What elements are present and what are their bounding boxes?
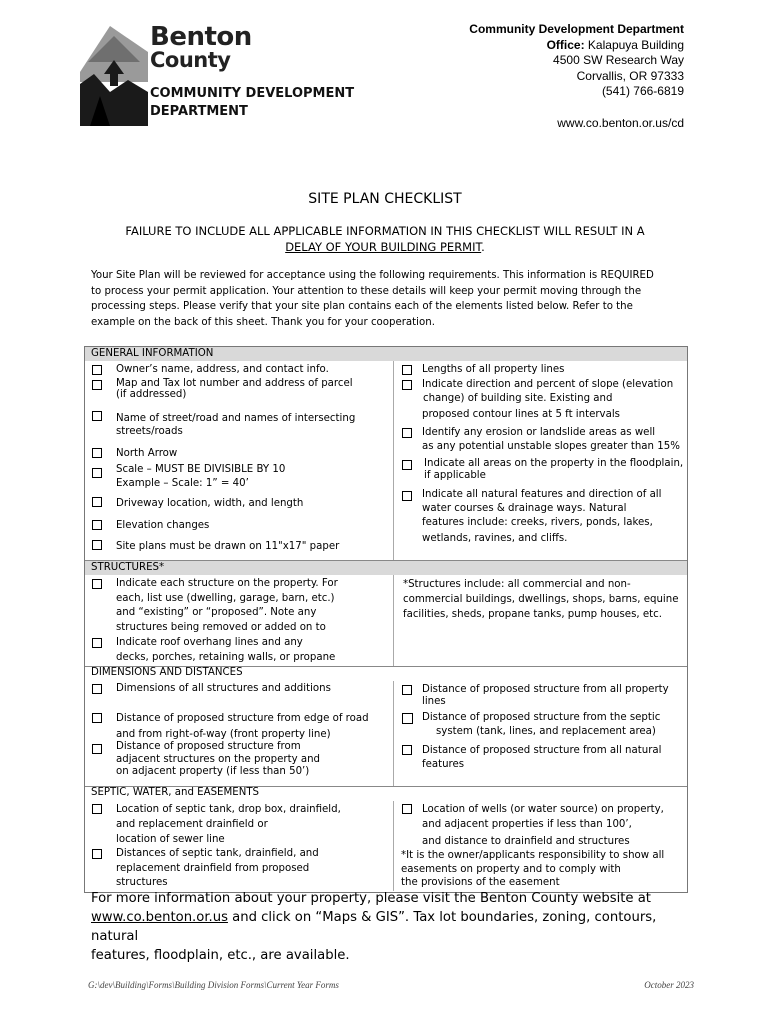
item-text: Distance of proposed structure from all natural (422, 745, 662, 756)
checkbox[interactable] (92, 365, 102, 375)
item-text: Distances of septic tank, drainfield, and (116, 848, 319, 859)
checklist-item (116, 363, 329, 377)
intro-line: processing steps. Please verify that your site plan contains each of the elements listed below. Refer to the (91, 301, 633, 312)
office-name: Kalapuya Building (587, 37, 684, 52)
checkbox[interactable] (402, 365, 412, 375)
item-text: adjacent structures on the property and (116, 753, 321, 765)
intro-line: example on the back of this sheet. Thank you for your cooperation. (91, 316, 435, 328)
more-info-paragraph (91, 889, 691, 965)
item-text: Site plans must be drawn on 11"x17" paper (116, 541, 340, 552)
item-text: Location of wells (or water source) on property, (422, 804, 664, 815)
item-text: change) of building site. Existing and (423, 393, 613, 404)
checklist-item (116, 463, 285, 491)
item-text: water courses & drainage ways. Natural (422, 503, 627, 514)
checklist-item (422, 744, 661, 771)
checkbox[interactable] (92, 411, 102, 421)
mountain-tree-icon (80, 22, 148, 126)
item-text: features (422, 758, 465, 770)
more-info-line3: features, floodplain, etc., are available. (91, 948, 350, 963)
column-divider (393, 575, 394, 666)
checklist-item (116, 682, 331, 696)
checkbox[interactable] (92, 380, 102, 390)
checklist-item (422, 684, 669, 708)
checklist-item (116, 497, 303, 511)
checkbox[interactable] (402, 713, 413, 724)
street-address: 4500 SW Research Way (553, 53, 684, 67)
checkbox[interactable] (92, 468, 102, 478)
intro-line: to process your permit application. Your attention to these details will keep your permit moving through the (91, 285, 642, 297)
item-text: and “existing” or “proposed”. Note any (116, 607, 317, 618)
checkbox[interactable] (402, 745, 412, 755)
footer-date: October 2023 (644, 980, 694, 990)
item-text: Indicate all natural features and direction of all (422, 489, 662, 500)
item-text: Identify any erosion or landslide areas as well (422, 427, 656, 438)
item-text: on adjacent property (if less than 50’) (116, 766, 310, 777)
item-text: Elevation changes (116, 520, 210, 531)
checklist-item (422, 488, 661, 546)
item-text: Indicate all areas on the property in the floodplain, (424, 458, 684, 469)
county-website-link[interactable]: www.co.benton.or.us (91, 910, 228, 925)
checkbox[interactable] (92, 638, 102, 648)
item-text: wetlands, ravines, and cliffs. (422, 533, 568, 544)
intro-line: Your Site Plan will be reviewed for acceptance using the following requirements. This information is REQUIRED (91, 270, 654, 281)
checkbox[interactable] (402, 380, 412, 390)
item-text: lines (422, 696, 446, 707)
checklist-item (422, 802, 664, 849)
website-link[interactable]: www.co.benton.or.us/cd (557, 115, 684, 130)
item-text: North Arrow (116, 448, 178, 459)
item-text: features include: creeks, rivers, ponds, lakes, (422, 517, 653, 528)
county-name-line2: County (150, 48, 231, 72)
item-text: Location of septic tank, drop box, drainfield, (116, 804, 341, 815)
checklist-item (422, 378, 673, 422)
checklist-item (424, 458, 683, 482)
checkbox[interactable] (92, 448, 102, 458)
contact-block (469, 22, 684, 131)
checkbox[interactable] (92, 579, 102, 589)
item-text: and replacement drainfield or (116, 819, 268, 830)
section-header-septic: SEPTIC, WATER, and EASEMENTS (91, 787, 260, 798)
note-text: *Structures include: all commercial and non- (403, 579, 631, 590)
column-divider (393, 361, 394, 560)
checklist-item (116, 519, 209, 533)
checkbox[interactable] (402, 428, 412, 438)
item-text: and adjacent properties if less than 100’, (422, 819, 632, 830)
item-text: Scale – MUST BE DIVISIBLE BY 10 (116, 464, 286, 475)
item-text: decks, porches, retaining walls, or propane (116, 652, 336, 663)
city-state-zip: Corvallis, OR 97333 (576, 68, 684, 83)
footer-file-path: G:\dev\Building\Forms\Building Division Forms\Current Year Forms (88, 980, 339, 990)
item-text: replacement drainfield from proposed (116, 862, 310, 874)
checklist-item (422, 711, 660, 739)
checkbox[interactable] (402, 491, 412, 501)
county-logo (80, 22, 370, 126)
item-text: Indicate roof overhang lines and any (116, 637, 303, 648)
county-name-line1: Benton (150, 22, 252, 52)
intro-paragraph (91, 268, 691, 330)
checkbox[interactable] (92, 804, 102, 814)
checklist-item (116, 802, 341, 847)
warning-text (0, 223, 770, 255)
item-text: and from right-of-way (front property line) (116, 729, 331, 740)
item-text: Name of street/road and names of intersecting (116, 413, 356, 424)
dept-name-line2: DEPARTMENT (150, 104, 248, 119)
item-text: structures (116, 877, 168, 888)
column-divider (393, 681, 394, 786)
office-label: Office: (546, 37, 585, 52)
checkbox[interactable] (92, 520, 102, 530)
item-text: as any potential unstable slopes greater than 15% (422, 441, 680, 452)
checkbox[interactable] (402, 460, 412, 470)
note-text: commercial buildings, dwellings, shops, barns, equine (403, 594, 679, 605)
item-text: Lengths of all property lines (422, 364, 565, 375)
phone-number: (541) 766-6819 (601, 84, 684, 98)
item-text: (if addressed) (116, 389, 187, 400)
checklist-item (116, 540, 339, 554)
contact-title: Community Development Department (469, 22, 684, 36)
office-line (469, 38, 684, 54)
item-text: Indicate each structure on the property. For (116, 578, 338, 589)
column-divider (393, 801, 394, 891)
more-info-line2 (91, 908, 691, 946)
checklist-item (116, 847, 319, 891)
section-bar-structures (85, 561, 687, 575)
item-text: if applicable (424, 470, 486, 481)
item-text: Distance of proposed structure from edge of road (116, 713, 369, 724)
item-text: structures being removed or added on to (116, 621, 326, 633)
checklist-item (116, 447, 177, 461)
item-text: proposed contour lines at 5 ft intervals (422, 409, 620, 420)
checklist-item (116, 711, 369, 743)
item-text: each, list use (dwelling, garage, barn, etc.) (116, 592, 335, 604)
checkbox[interactable] (402, 685, 412, 695)
note-text: easements on property and to comply with (401, 863, 621, 875)
checkbox[interactable] (92, 744, 102, 754)
checkbox[interactable] (402, 804, 412, 814)
item-text: Distance of proposed structure from (116, 741, 301, 752)
checkbox[interactable] (92, 540, 102, 550)
checklist-item (116, 577, 338, 635)
page-title: SITE PLAN CHECKLIST (308, 191, 462, 207)
checklist-item (116, 378, 353, 400)
warning-line2: DELAY OF YOUR BUILDING PERMIT (285, 240, 482, 254)
septic-note (401, 849, 664, 890)
checkbox[interactable] (92, 497, 102, 507)
section-header-structures: STRUCTURES* (91, 562, 165, 573)
item-text: Indicate direction and percent of slope (elevation (422, 379, 674, 390)
item-text: Distance of proposed structure from the septic (422, 712, 661, 723)
section-header-dimensions: DIMENSIONS AND DISTANCES (91, 667, 243, 678)
item-text: and distance to drainfield and structures (422, 836, 630, 847)
checkbox[interactable] (92, 684, 102, 694)
section-header-general: GENERAL INFORMATION (91, 348, 214, 359)
note-text: the provisions of the easement (401, 877, 560, 888)
item-text: location of sewer line (116, 834, 225, 845)
warning-line1: FAILURE TO INCLUDE ALL APPLICABLE INFORMATION IN THIS CHECKLIST WILL RESULT IN A (125, 224, 645, 238)
checklist-table (84, 346, 688, 893)
more-info-line1: For more information about your property, please visit the Benton County website at (91, 891, 651, 906)
checklist-item (422, 426, 680, 454)
warning-end: . (481, 240, 485, 254)
item-text: Driveway location, width, and length (116, 498, 304, 509)
note-text: *It is the owner/applicants responsibility to show all (401, 850, 665, 861)
dept-name-line1: COMMUNITY DEVELOPMENT (150, 86, 355, 101)
item-text: Owner’s name, address, and contact info. (116, 364, 329, 375)
note-text: facilities, sheds, propane tanks, pump houses, etc. (403, 609, 662, 620)
item-text: system (tank, lines, and replacement area) (436, 726, 656, 737)
checklist-item (116, 412, 355, 438)
item-text: Map and Tax lot number and address of parcel (116, 378, 353, 389)
structures-note (403, 577, 678, 622)
more-info-line2-rest: and click on “Maps & GIS”. Tax lot boundaries, zoning, contours, natural (91, 910, 657, 944)
item-text: Distance of proposed structure from all property (422, 684, 669, 695)
checklist-item (116, 741, 320, 779)
checkbox[interactable] (92, 713, 102, 723)
checklist-item (116, 635, 335, 665)
item-text: Dimensions of all structures and additions (116, 683, 331, 694)
checkbox[interactable] (92, 849, 102, 859)
warning-line2-wrap (0, 239, 770, 255)
item-text: Example – Scale: 1” = 40’ (116, 478, 249, 489)
item-text: streets/roads (116, 426, 183, 437)
checklist-item (422, 363, 564, 377)
